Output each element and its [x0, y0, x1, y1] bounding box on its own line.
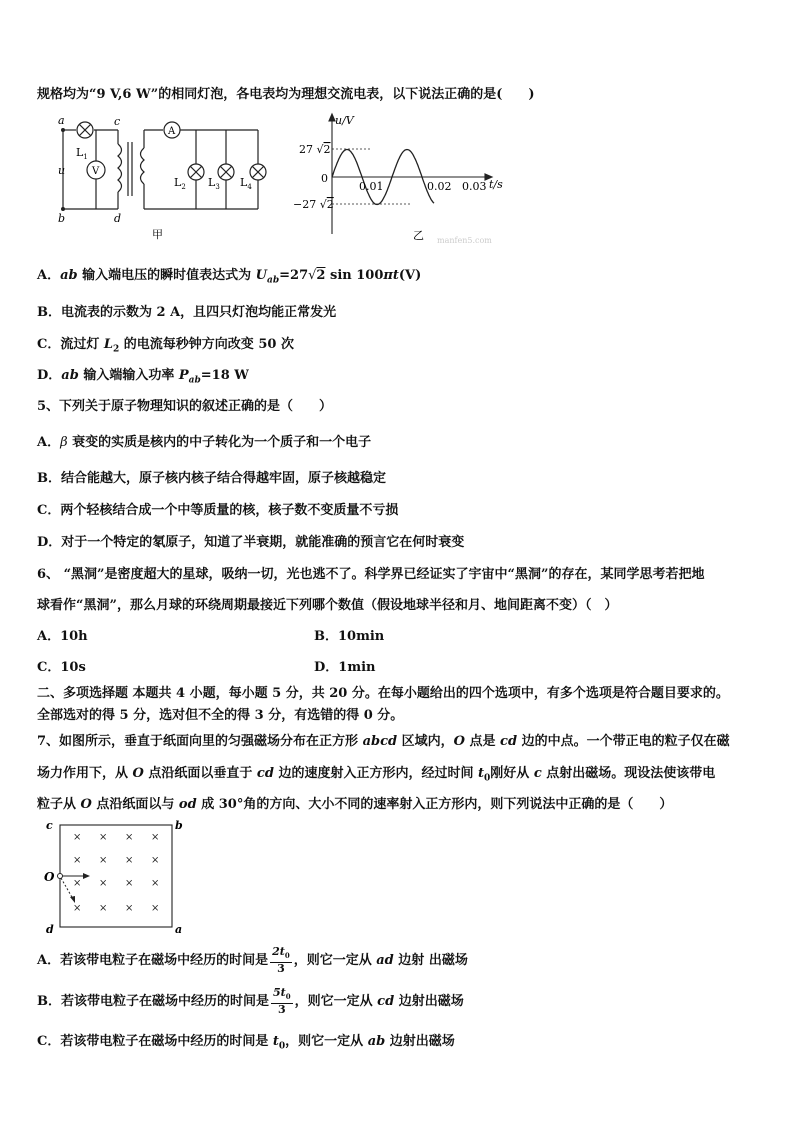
voltage-time-graph — [285, 110, 515, 250]
q6-stem-line2: 球看作“黑洞”，那么月球的环绕周期最接近下列哪个数值（假设地球半径和月、地间距离不变）（ ） — [37, 598, 618, 613]
q5-option-c: C．两个轻核结合成一个中等质量的核，核子数不变质量不亏损 — [37, 503, 399, 518]
origin-label: 0 — [321, 172, 328, 185]
magnetic-field-square — [36, 815, 196, 935]
figure-yi-label: 乙 — [413, 229, 424, 242]
lamp4-label: L — [240, 176, 248, 189]
y-min-sqrt: 2 — [326, 198, 334, 211]
q5-option-b: B．结合能越大，原子核内核子结合得越牢固，原子核越稳定 — [37, 471, 386, 486]
circuit-diagram — [48, 114, 278, 244]
q7-stem-line1: 7、如图所示，垂直于纸面向里的匀强磁场分布在正方形 abcd 区域内，O 点是 cd 边的中点。一个带正电的粒子仅在磁 — [37, 734, 730, 749]
field-cross-3-2: × — [125, 903, 134, 914]
svg-text:L4 — [240, 176, 252, 191]
y-max-sqrt: 2 — [323, 143, 331, 156]
q6-stem-line1: 6、 “黑洞”是密度超大的星球，吸纳一切，光也逃不了。科学界已经证实了宇宙中“黑洞”的存在，某同学思考若把地 — [37, 567, 705, 582]
terminal-d: d — [114, 212, 122, 225]
q4-stem: 规格均为“9 V,6 W”的相同灯泡，各电表均为理想交流电表，以下说法正确的是( ) — [37, 87, 535, 102]
figure-jia-label: 甲 — [152, 228, 163, 241]
corner-a: a — [175, 923, 183, 935]
field-cross-0-2: × — [125, 832, 134, 843]
x-tick-003: 0.03 — [462, 180, 487, 193]
field-cross-3-0: × — [73, 903, 82, 914]
field-cross-1-0: × — [73, 855, 82, 866]
svg-text:−27 √2: −27 √2 — [293, 198, 334, 211]
q6-option-b: B．10min — [314, 629, 385, 644]
terminal-c: c — [114, 115, 121, 128]
q4-option-c: C．流过灯 $L_2$ 的电流每秒钟方向改变 50 次 — [37, 337, 294, 355]
q7-option-b: B．若该带电粒子在磁场中经历的时间是 $\frac{5t_0}{3}$ ，则它一定从 cd 边射出磁场 — [37, 986, 464, 1017]
field-cross-1-3: × — [151, 855, 160, 866]
field-cross-0-1: × — [99, 832, 108, 843]
q5-option-d: D．对于一个特定的氡原子，知道了半衰期，就能准确的预言它在何时衰变 — [37, 535, 465, 550]
q6-option-c: C．10s — [37, 660, 86, 675]
q4-option-b: B．电流表的示数为 2 A，且四只灯泡均能正常发光 — [37, 305, 337, 320]
input-voltage-label: u — [58, 164, 66, 177]
voltmeter-label: V — [92, 166, 100, 177]
q4-option-d: D．ab 输入端输入功率 $P_{ab}=18$ W — [37, 368, 249, 386]
q7-stem-line2: 场力作用下，从 O 点沿纸面以垂直于 cd 边的速度射入正方形内，经过时间 $t_0$刚好从 c 点射出磁场。现设法使该带电 — [37, 766, 716, 784]
ammeter-label: A — [168, 126, 176, 137]
y-max-label: 27 — [299, 143, 313, 156]
terminal-b: b — [58, 212, 66, 225]
q7-stem-line3: 粒子从 O 点沿纸面以与 od 成 30°角的方向、大小不同的速率射入正方形内，则下列说法中正确的是（ ） — [37, 797, 673, 812]
corner-c: c — [46, 819, 53, 832]
field-cross-2-1: × — [99, 878, 108, 889]
field-cross-0-0: × — [73, 832, 82, 843]
lamp3-sub: 3 — [215, 183, 220, 191]
svg-text:L3 — [208, 176, 220, 191]
svg-text:L1 — [76, 146, 88, 161]
x-axis-label: t/s — [489, 178, 503, 191]
section-2-header-line2: 全部选对的得 5 分，选对但不全的得 3 分，有选错的得 0 分。 — [37, 708, 404, 723]
q7-option-a: A．若该带电粒子在磁场中经历的时间是 $\frac{2t_0}{3}$ ，则它一定从 ad 边射 出磁场 — [37, 945, 468, 976]
q6-option-a: A．10h — [37, 629, 88, 644]
lamp1-label: L — [76, 146, 84, 159]
field-cross-3-1: × — [99, 903, 108, 914]
y-axis-label: u/V — [335, 114, 354, 127]
y-min-label: −27 — [293, 198, 317, 211]
lamp1-sub: 1 — [83, 153, 88, 161]
corner-d: d — [46, 923, 54, 935]
q5-option-a: A．β 衰变的实质是核内的中子转化为一个质子和一个电子 — [37, 435, 372, 450]
q7-option-c: C．若该带电粒子在磁场中经历的时间是 $t_0$，则它一定从 ab 边射出磁场 — [37, 1034, 455, 1052]
section-2-header-line1: 二、多项选择题 本题共 4 小题，每小题 5 分，共 20 分。在每小题给出的四个选项中，有多个选项是符合题目要求的。 — [37, 686, 729, 701]
q6-option-d: D．1min — [314, 660, 376, 675]
field-cross-1-2: × — [125, 855, 134, 866]
field-cross-2-2: × — [125, 878, 134, 889]
field-cross-3-3: × — [151, 903, 160, 914]
field-cross-0-3: × — [151, 832, 160, 843]
lamp3-label: L — [208, 176, 216, 189]
point-o: O — [44, 870, 55, 884]
x-tick-001: 0.01 — [359, 180, 384, 193]
corner-b: b — [175, 819, 183, 832]
field-cross-1-1: × — [99, 855, 108, 866]
svg-text:27 √2: 27 √2 — [299, 143, 331, 156]
svg-text:L2 — [174, 176, 186, 191]
lamp4-sub: 4 — [247, 183, 252, 191]
q5-stem: 5、下列关于原子物理知识的叙述正确的是（ ） — [37, 399, 333, 414]
lamp2-label: L — [174, 176, 182, 189]
watermark: manfen5.com — [437, 236, 492, 245]
lamp2-sub: 2 — [181, 183, 186, 191]
q4-option-a: A．ab 输入端电压的瞬时值表达式为 $U_{ab}=27√2$ sin 100πt(V) — [37, 268, 422, 286]
field-cross-2-3: × — [151, 878, 160, 889]
terminal-a: a — [58, 114, 65, 127]
x-tick-002: 0.02 — [427, 180, 452, 193]
field-cross-2-0: × — [73, 878, 82, 889]
